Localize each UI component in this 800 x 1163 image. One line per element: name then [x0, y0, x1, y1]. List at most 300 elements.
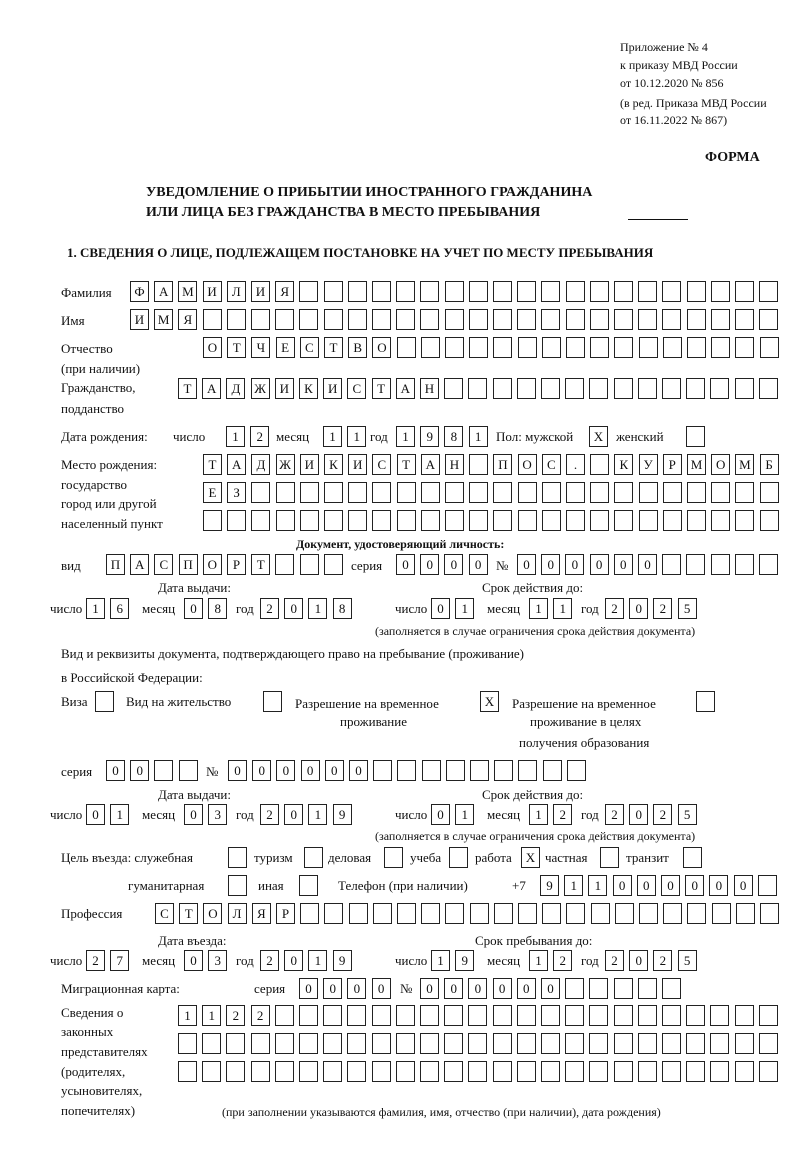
reps-1-cell[interactable] — [323, 1005, 342, 1026]
phone-cell[interactable]: 0 — [709, 875, 728, 896]
reps-1-cell[interactable] — [275, 1005, 294, 1026]
birth-month-cell[interactable]: 1 — [323, 426, 342, 447]
name-cell[interactable] — [687, 309, 706, 330]
reps-3-cell[interactable] — [565, 1061, 584, 1082]
stay-month-cell[interactable]: 1 — [529, 950, 548, 971]
purpose-other-checkbox-cell[interactable] — [299, 875, 318, 896]
birth-place-1-cell[interactable]: П — [493, 454, 512, 475]
surname-cell[interactable] — [372, 281, 391, 302]
reps-2-cell[interactable] — [614, 1033, 633, 1054]
birth-place-3-cell[interactable] — [663, 510, 682, 531]
surname-cell[interactable]: И — [251, 281, 270, 302]
name-cell[interactable] — [614, 309, 633, 330]
id-kind-cell[interactable]: А — [130, 554, 149, 575]
mig-number-cell[interactable] — [662, 978, 681, 999]
birth-place-2-cell[interactable]: Е — [203, 482, 222, 503]
surname-cell[interactable]: М — [178, 281, 197, 302]
surname-cell[interactable] — [566, 281, 585, 302]
permit-number-cell[interactable] — [470, 760, 489, 781]
purpose-tourism-checkbox-cell[interactable] — [304, 847, 323, 868]
reps-2-cell[interactable] — [202, 1033, 221, 1054]
permit-issue-year-cell[interactable]: 9 — [333, 804, 352, 825]
mig-number-cell[interactable] — [614, 978, 633, 999]
name-cell[interactable] — [566, 309, 585, 330]
permit-issue-year-cell[interactable]: 0 — [284, 804, 303, 825]
mig-number-cell[interactable]: 0 — [493, 978, 512, 999]
reps-3-cell[interactable] — [468, 1061, 487, 1082]
reps-1-cell[interactable] — [347, 1005, 366, 1026]
mig-number-cell[interactable] — [638, 978, 657, 999]
id-kind-cell[interactable]: Р — [227, 554, 246, 575]
reps-2-cell[interactable] — [420, 1033, 439, 1054]
reps-1-cell[interactable] — [589, 1005, 608, 1026]
reps-2-cell[interactable] — [710, 1033, 729, 1054]
reps-2-cell[interactable] — [226, 1033, 245, 1054]
surname-cell[interactable] — [687, 281, 706, 302]
sex-female-checkbox-cell[interactable] — [686, 426, 705, 447]
birth-place-2-cell[interactable] — [421, 482, 440, 503]
id-number-cell[interactable]: 0 — [517, 554, 536, 575]
mig-number-cell[interactable]: 0 — [444, 978, 463, 999]
patronymic-cell[interactable] — [397, 337, 416, 358]
purpose-work-checkbox-cell[interactable]: X — [521, 847, 540, 868]
profession-cell[interactable] — [397, 903, 416, 924]
birth-place-1-cell[interactable]: О — [518, 454, 537, 475]
birth-place-1-cell[interactable]: Д — [251, 454, 270, 475]
surname-cell[interactable] — [614, 281, 633, 302]
id-issue-year-cell[interactable]: 2 — [260, 598, 279, 619]
reps-1-cell[interactable] — [686, 1005, 705, 1026]
birth-month-cell[interactable]: 1 — [347, 426, 366, 447]
mig-series-cell[interactable]: 0 — [323, 978, 342, 999]
reps-3-cell[interactable] — [638, 1061, 657, 1082]
id-issue-day-cell[interactable]: 6 — [110, 598, 129, 619]
mig-series-cell[interactable]: 0 — [347, 978, 366, 999]
reps-1-cell[interactable] — [710, 1005, 729, 1026]
name-cell[interactable] — [420, 309, 439, 330]
birth-year-cell[interactable]: 1 — [469, 426, 488, 447]
permit-number-cell[interactable]: 0 — [252, 760, 271, 781]
birth-place-2-cell[interactable] — [397, 482, 416, 503]
surname-cell[interactable]: Я — [275, 281, 294, 302]
birth-place-2-cell[interactable] — [493, 482, 512, 503]
birth-place-1-cell[interactable] — [469, 454, 488, 475]
permit-issue-month-cell[interactable]: 0 — [184, 804, 203, 825]
birth-place-1-cell[interactable]: Т — [203, 454, 222, 475]
name-cell[interactable] — [348, 309, 367, 330]
citizenship-cell[interactable] — [444, 378, 463, 399]
birth-place-2-cell[interactable] — [300, 482, 319, 503]
name-cell[interactable]: М — [154, 309, 173, 330]
stay-day-cell[interactable]: 1 — [431, 950, 450, 971]
surname-cell[interactable] — [324, 281, 343, 302]
phone-cell[interactable]: 1 — [588, 875, 607, 896]
name-cell[interactable] — [251, 309, 270, 330]
birth-place-3-cell[interactable] — [203, 510, 222, 531]
id-number-cell[interactable]: 0 — [614, 554, 633, 575]
purpose-business-checkbox-cell[interactable] — [384, 847, 403, 868]
citizenship-cell[interactable]: А — [396, 378, 415, 399]
surname-cell[interactable] — [299, 281, 318, 302]
citizenship-cell[interactable] — [735, 378, 754, 399]
name-cell[interactable] — [517, 309, 536, 330]
birth-place-2-cell[interactable] — [469, 482, 488, 503]
reps-1-cell[interactable] — [662, 1005, 681, 1026]
birth-place-2-cell[interactable] — [348, 482, 367, 503]
birth-place-1-cell[interactable]: Т — [397, 454, 416, 475]
surname-cell[interactable] — [445, 281, 464, 302]
birth-place-2-cell[interactable] — [324, 482, 343, 503]
birth-place-1-cell[interactable]: Б — [760, 454, 779, 475]
reps-2-cell[interactable] — [735, 1033, 754, 1054]
citizenship-cell[interactable] — [710, 378, 729, 399]
patronymic-cell[interactable]: Е — [276, 337, 295, 358]
reps-3-cell[interactable] — [202, 1061, 221, 1082]
birth-place-2-cell[interactable] — [687, 482, 706, 503]
mig-number-cell[interactable]: 0 — [468, 978, 487, 999]
citizenship-cell[interactable] — [662, 378, 681, 399]
surname-cell[interactable]: И — [203, 281, 222, 302]
id-number-cell[interactable] — [662, 554, 681, 575]
surname-cell[interactable] — [493, 281, 512, 302]
patronymic-cell[interactable] — [469, 337, 488, 358]
birth-place-3-cell[interactable] — [469, 510, 488, 531]
residence-permit-checkbox-cell[interactable] — [263, 691, 282, 712]
citizenship-cell[interactable]: С — [347, 378, 366, 399]
reps-1-cell[interactable] — [614, 1005, 633, 1026]
birth-place-3-cell[interactable] — [397, 510, 416, 531]
id-series-cell[interactable]: 0 — [444, 554, 463, 575]
name-cell[interactable] — [493, 309, 512, 330]
profession-cell[interactable] — [712, 903, 731, 924]
id-valid-day-cell[interactable]: 1 — [455, 598, 474, 619]
reps-2-cell[interactable] — [493, 1033, 512, 1054]
citizenship-cell[interactable] — [638, 378, 657, 399]
id-issue-day-cell[interactable]: 1 — [86, 598, 105, 619]
reps-1-cell[interactable]: 1 — [202, 1005, 221, 1026]
id-valid-year-cell[interactable]: 2 — [605, 598, 624, 619]
reps-3-cell[interactable] — [251, 1061, 270, 1082]
birth-place-1-cell[interactable]: Ж — [276, 454, 295, 475]
phone-cell[interactable]: 0 — [661, 875, 680, 896]
profession-cell[interactable] — [494, 903, 513, 924]
name-cell[interactable] — [203, 309, 222, 330]
reps-3-cell[interactable] — [226, 1061, 245, 1082]
reps-3-cell[interactable] — [444, 1061, 463, 1082]
patronymic-cell[interactable] — [542, 337, 561, 358]
permit-series-cell[interactable] — [179, 760, 198, 781]
permit-number-cell[interactable] — [373, 760, 392, 781]
reps-1-cell[interactable] — [372, 1005, 391, 1026]
reps-2-cell[interactable] — [468, 1033, 487, 1054]
permit-valid-day-cell[interactable]: 0 — [431, 804, 450, 825]
patronymic-cell[interactable]: Ч — [251, 337, 270, 358]
birth-place-1-cell[interactable]: М — [687, 454, 706, 475]
citizenship-cell[interactable]: И — [323, 378, 342, 399]
birth-place-1-cell[interactable]: Р — [663, 454, 682, 475]
birth-place-1-cell[interactable]: . — [566, 454, 585, 475]
permit-valid-month-cell[interactable]: 1 — [529, 804, 548, 825]
surname-cell[interactable] — [759, 281, 778, 302]
profession-cell[interactable]: Т — [179, 903, 198, 924]
name-cell[interactable] — [541, 309, 560, 330]
name-cell[interactable] — [638, 309, 657, 330]
reps-2-cell[interactable] — [299, 1033, 318, 1054]
reps-2-cell[interactable] — [517, 1033, 536, 1054]
birth-place-2-cell[interactable] — [614, 482, 633, 503]
surname-cell[interactable]: Ф — [130, 281, 149, 302]
id-number-cell[interactable]: 0 — [565, 554, 584, 575]
permit-number-cell[interactable]: 0 — [325, 760, 344, 781]
id-kind-cell[interactable]: Т — [251, 554, 270, 575]
name-cell[interactable] — [759, 309, 778, 330]
profession-cell[interactable] — [736, 903, 755, 924]
id-kind-cell[interactable] — [275, 554, 294, 575]
permit-number-cell[interactable] — [518, 760, 537, 781]
id-number-cell[interactable]: 0 — [541, 554, 560, 575]
mig-number-cell[interactable]: 0 — [517, 978, 536, 999]
reps-3-cell[interactable] — [614, 1061, 633, 1082]
name-cell[interactable] — [662, 309, 681, 330]
birth-place-3-cell[interactable] — [614, 510, 633, 531]
phone-cell[interactable]: 9 — [540, 875, 559, 896]
reps-3-cell[interactable] — [372, 1061, 391, 1082]
reps-2-cell[interactable] — [396, 1033, 415, 1054]
patronymic-cell[interactable] — [590, 337, 609, 358]
mig-number-cell[interactable] — [565, 978, 584, 999]
name-cell[interactable] — [275, 309, 294, 330]
birth-place-1-cell[interactable]: О — [711, 454, 730, 475]
citizenship-cell[interactable] — [517, 378, 536, 399]
birth-place-2-cell[interactable] — [590, 482, 609, 503]
birth-place-2-cell[interactable] — [518, 482, 537, 503]
id-kind-cell[interactable]: П — [106, 554, 125, 575]
reps-3-cell[interactable] — [396, 1061, 415, 1082]
phone-cell[interactable]: 0 — [685, 875, 704, 896]
stay-year-cell[interactable]: 2 — [653, 950, 672, 971]
permit-valid-year-cell[interactable]: 5 — [678, 804, 697, 825]
reps-1-cell[interactable] — [759, 1005, 778, 1026]
reps-2-cell[interactable] — [565, 1033, 584, 1054]
reps-2-cell[interactable] — [444, 1033, 463, 1054]
permit-issue-year-cell[interactable]: 1 — [308, 804, 327, 825]
permit-issue-day-cell[interactable]: 1 — [110, 804, 129, 825]
permit-number-cell[interactable] — [397, 760, 416, 781]
citizenship-cell[interactable]: К — [299, 378, 318, 399]
permit-valid-month-cell[interactable]: 2 — [553, 804, 572, 825]
reps-3-cell[interactable] — [735, 1061, 754, 1082]
citizenship-cell[interactable] — [759, 378, 778, 399]
destination-blank[interactable] — [628, 219, 688, 220]
id-kind-cell[interactable]: О — [203, 554, 222, 575]
id-number-cell[interactable]: 0 — [638, 554, 657, 575]
profession-cell[interactable] — [373, 903, 392, 924]
birth-place-2-cell[interactable]: З — [227, 482, 246, 503]
citizenship-cell[interactable] — [468, 378, 487, 399]
stay-day-cell[interactable]: 9 — [455, 950, 474, 971]
birth-place-2-cell[interactable] — [445, 482, 464, 503]
birth-place-2-cell[interactable] — [251, 482, 270, 503]
stay-year-cell[interactable]: 5 — [678, 950, 697, 971]
birth-day-cell[interactable]: 1 — [226, 426, 245, 447]
citizenship-cell[interactable] — [614, 378, 633, 399]
profession-cell[interactable]: С — [155, 903, 174, 924]
birth-place-3-cell[interactable] — [493, 510, 512, 531]
id-valid-year-cell[interactable]: 0 — [629, 598, 648, 619]
permit-number-cell[interactable]: 0 — [301, 760, 320, 781]
birth-place-3-cell[interactable] — [421, 510, 440, 531]
reps-3-cell[interactable] — [420, 1061, 439, 1082]
reps-1-cell[interactable] — [541, 1005, 560, 1026]
permit-number-cell[interactable] — [422, 760, 441, 781]
permit-valid-year-cell[interactable]: 2 — [653, 804, 672, 825]
stay-year-cell[interactable]: 2 — [605, 950, 624, 971]
permit-number-cell[interactable]: 0 — [276, 760, 295, 781]
reps-3-cell[interactable] — [178, 1061, 197, 1082]
birth-place-2-cell[interactable] — [760, 482, 779, 503]
phone-cell[interactable]: 0 — [637, 875, 656, 896]
reps-1-cell[interactable] — [468, 1005, 487, 1026]
id-number-cell[interactable] — [711, 554, 730, 575]
reps-2-cell[interactable] — [589, 1033, 608, 1054]
birth-place-3-cell[interactable] — [372, 510, 391, 531]
reps-2-cell[interactable] — [251, 1033, 270, 1054]
permit-series-cell[interactable] — [154, 760, 173, 781]
citizenship-cell[interactable] — [565, 378, 584, 399]
birth-place-3-cell[interactable] — [348, 510, 367, 531]
profession-cell[interactable] — [687, 903, 706, 924]
id-valid-day-cell[interactable]: 0 — [431, 598, 450, 619]
profession-cell[interactable] — [445, 903, 464, 924]
mig-series-cell[interactable]: 0 — [372, 978, 391, 999]
birth-place-3-cell[interactable] — [687, 510, 706, 531]
reps-1-cell[interactable] — [638, 1005, 657, 1026]
surname-cell[interactable] — [711, 281, 730, 302]
id-number-cell[interactable] — [686, 554, 705, 575]
reps-3-cell[interactable] — [517, 1061, 536, 1082]
patronymic-cell[interactable] — [711, 337, 730, 358]
birth-place-1-cell[interactable]: У — [639, 454, 658, 475]
surname-cell[interactable]: Л — [227, 281, 246, 302]
birth-place-1-cell[interactable]: И — [300, 454, 319, 475]
id-series-cell[interactable]: 0 — [396, 554, 415, 575]
profession-cell[interactable] — [421, 903, 440, 924]
birth-place-1-cell[interactable]: С — [542, 454, 561, 475]
citizenship-cell[interactable] — [589, 378, 608, 399]
reps-2-cell[interactable] — [178, 1033, 197, 1054]
id-number-cell[interactable] — [759, 554, 778, 575]
reps-1-cell[interactable] — [444, 1005, 463, 1026]
birth-place-3-cell[interactable] — [639, 510, 658, 531]
patronymic-cell[interactable] — [421, 337, 440, 358]
reps-2-cell[interactable] — [372, 1033, 391, 1054]
birth-place-1-cell[interactable]: К — [324, 454, 343, 475]
reps-1-cell[interactable] — [565, 1005, 584, 1026]
name-cell[interactable] — [711, 309, 730, 330]
birth-place-2-cell[interactable] — [663, 482, 682, 503]
entry-year-cell[interactable]: 0 — [284, 950, 303, 971]
id-kind-cell[interactable]: С — [154, 554, 173, 575]
reps-1-cell[interactable]: 2 — [226, 1005, 245, 1026]
profession-cell[interactable] — [615, 903, 634, 924]
purpose-study-checkbox-cell[interactable] — [449, 847, 468, 868]
birth-place-1-cell[interactable]: Н — [445, 454, 464, 475]
profession-cell[interactable] — [518, 903, 537, 924]
patronymic-cell[interactable] — [663, 337, 682, 358]
reps-1-cell[interactable] — [517, 1005, 536, 1026]
reps-3-cell[interactable] — [275, 1061, 294, 1082]
birth-place-1-cell[interactable]: А — [227, 454, 246, 475]
citizenship-cell[interactable]: Н — [420, 378, 439, 399]
birth-year-cell[interactable]: 9 — [420, 426, 439, 447]
id-kind-cell[interactable] — [324, 554, 343, 575]
permit-series-cell[interactable]: 0 — [106, 760, 125, 781]
patronymic-cell[interactable] — [445, 337, 464, 358]
profession-cell[interactable] — [566, 903, 585, 924]
birth-place-3-cell[interactable] — [760, 510, 779, 531]
permit-number-cell[interactable] — [446, 760, 465, 781]
reps-1-cell[interactable] — [493, 1005, 512, 1026]
profession-cell[interactable]: Р — [276, 903, 295, 924]
reps-3-cell[interactable] — [493, 1061, 512, 1082]
birth-day-cell[interactable]: 2 — [250, 426, 269, 447]
patronymic-cell[interactable] — [687, 337, 706, 358]
name-cell[interactable] — [396, 309, 415, 330]
patronymic-cell[interactable] — [639, 337, 658, 358]
patronymic-cell[interactable] — [493, 337, 512, 358]
reps-2-cell[interactable] — [541, 1033, 560, 1054]
reps-2-cell[interactable] — [759, 1033, 778, 1054]
birth-place-2-cell[interactable] — [735, 482, 754, 503]
permit-number-cell[interactable] — [543, 760, 562, 781]
mig-number-cell[interactable]: 0 — [420, 978, 439, 999]
profession-cell[interactable]: Я — [252, 903, 271, 924]
visa-checkbox-cell[interactable] — [95, 691, 114, 712]
reps-3-cell[interactable] — [710, 1061, 729, 1082]
surname-cell[interactable] — [662, 281, 681, 302]
permit-valid-year-cell[interactable]: 2 — [605, 804, 624, 825]
reps-3-cell[interactable] — [662, 1061, 681, 1082]
citizenship-cell[interactable]: Ж — [251, 378, 270, 399]
birth-place-1-cell[interactable]: М — [735, 454, 754, 475]
reps-3-cell[interactable] — [686, 1061, 705, 1082]
birth-place-1-cell[interactable]: К — [614, 454, 633, 475]
purpose-humanitarian-checkbox-cell[interactable] — [228, 875, 247, 896]
citizenship-cell[interactable]: А — [202, 378, 221, 399]
profession-cell[interactable] — [760, 903, 779, 924]
reps-2-cell[interactable] — [323, 1033, 342, 1054]
reps-3-cell[interactable] — [589, 1061, 608, 1082]
birth-place-3-cell[interactable] — [542, 510, 561, 531]
citizenship-cell[interactable] — [686, 378, 705, 399]
sex-male-checkbox-cell[interactable]: X — [589, 426, 608, 447]
phone-cell[interactable]: 0 — [734, 875, 753, 896]
id-issue-month-cell[interactable]: 8 — [208, 598, 227, 619]
name-cell[interactable] — [324, 309, 343, 330]
permit-issue-day-cell[interactable]: 0 — [86, 804, 105, 825]
reps-3-cell[interactable] — [759, 1061, 778, 1082]
permit-issue-year-cell[interactable]: 2 — [260, 804, 279, 825]
id-series-cell[interactable]: 0 — [420, 554, 439, 575]
birth-place-2-cell[interactable] — [639, 482, 658, 503]
patronymic-cell[interactable] — [735, 337, 754, 358]
birth-place-1-cell[interactable]: И — [348, 454, 367, 475]
permit-valid-day-cell[interactable]: 1 — [455, 804, 474, 825]
birth-place-3-cell[interactable] — [445, 510, 464, 531]
profession-cell[interactable] — [542, 903, 561, 924]
birth-place-3-cell[interactable] — [300, 510, 319, 531]
birth-place-3-cell[interactable] — [590, 510, 609, 531]
